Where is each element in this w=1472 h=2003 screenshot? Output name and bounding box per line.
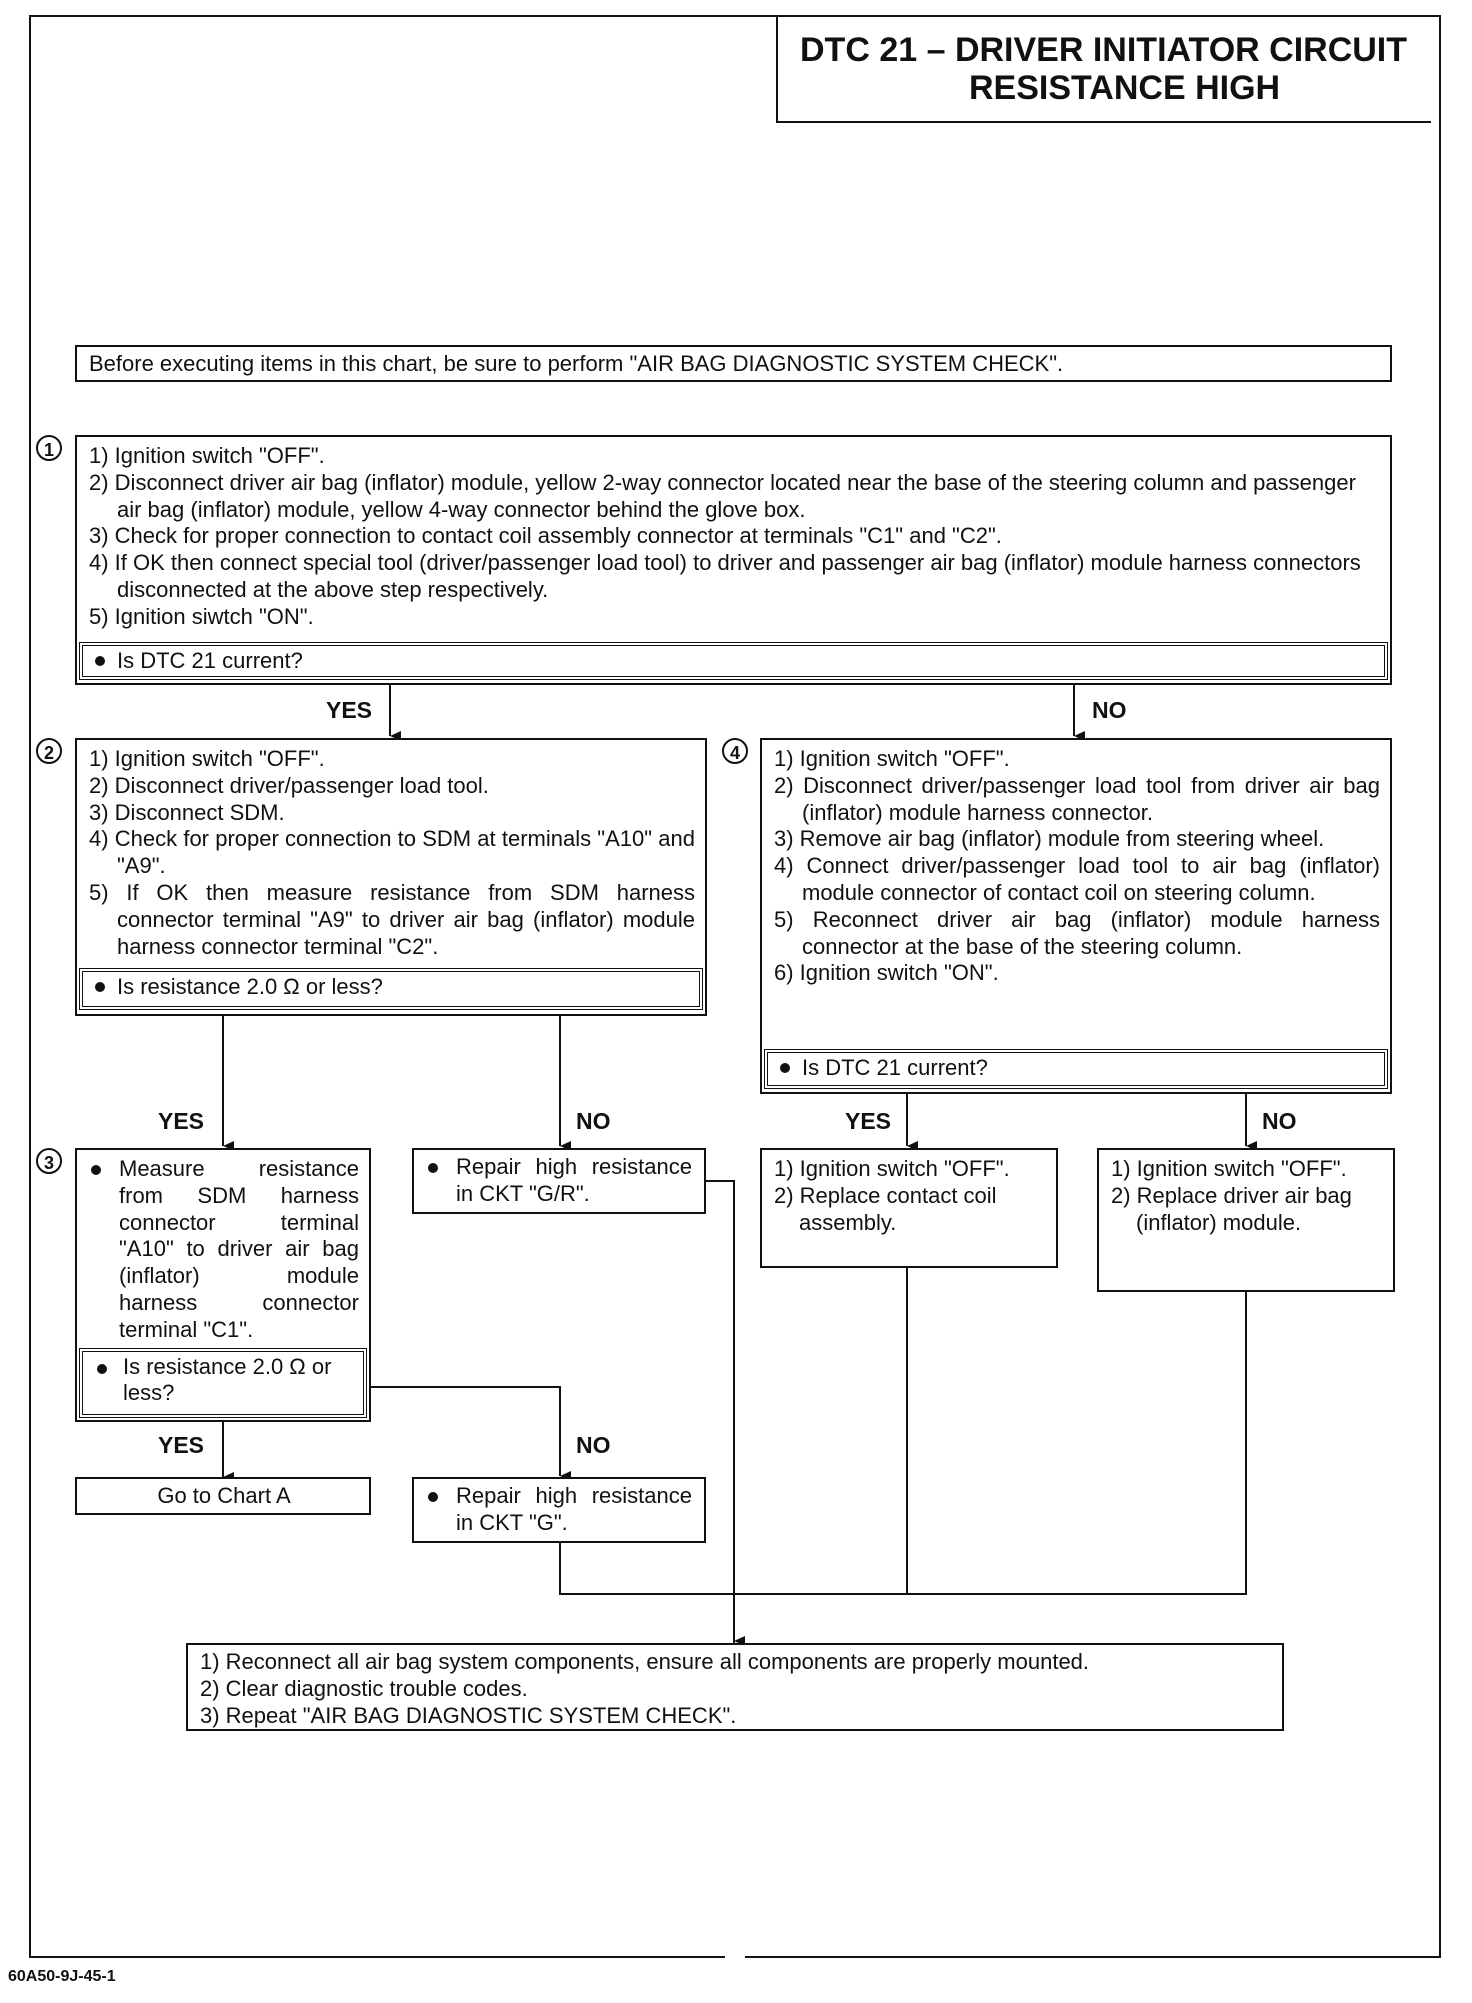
label-yes: YES <box>845 1108 892 1134</box>
label-no: NO <box>576 1432 611 1458</box>
step-1-item: 2) Disconnect driver air bag (inflator) module, yellow 2-way connector located near the base of the steering column and passenger air bag (inflator) module, yellow 4-way connector behind the glove box. <box>89 469 1356 522</box>
label-yes: YES <box>158 1432 205 1458</box>
step-1-question: Is DTC 21 current? <box>79 642 1388 680</box>
step-3-text: Measure resistance from SDM harness connector terminal "A10" to driver air bag (inflator) module harness connector terminal "C1". <box>119 1156 359 1342</box>
final-item: 1) Reconnect all air bag system components, ensure all components are properly mounted. <box>200 1649 1090 1674</box>
step-4-item: 5) Reconnect driver air bag (inflator) module harness connector at the base of the steering column. <box>774 906 1380 959</box>
repair-g-box: Repair high resistance in CKT "G". <box>412 1477 706 1543</box>
step-1-marker: 1 <box>36 435 62 461</box>
label-no: NO <box>1262 1108 1297 1134</box>
line-collector <box>560 1292 1246 1594</box>
step-4-marker: 4 <box>722 738 748 764</box>
arrow-s3-no <box>370 1387 560 1476</box>
intro-text: Before executing items in this chart, be sure to perform "AIR BAG DIAGNOSTIC SYSTEM CHECK". <box>89 351 1064 376</box>
step-2-item: 5) If OK then measure resistance from SDM harness connector terminal "A9" to driver air bag (inflator) module harness connector terminal "C2". <box>89 879 695 959</box>
step-4-item: 3) Remove air bag (inflator) module from steering wheel. <box>774 826 1325 852</box>
step-2-item: 2) Disconnect driver/passenger load tool. <box>89 772 489 798</box>
step-4-item: 1) Ignition switch "OFF". <box>774 746 1010 771</box>
step-1-item: 5) Ignition siwtch "ON". <box>89 603 314 629</box>
replace-coil-item: 1) Ignition switch "OFF". <box>774 1156 1010 1181</box>
title-line1: DTC 21 – DRIVER INITIATOR CIRCUIT <box>800 31 1408 69</box>
step-2-item: 3) Disconnect SDM. <box>89 799 285 825</box>
replace-coil-box <box>760 1148 1058 1268</box>
step-1-item: 4) If OK then connect special tool (driver/passenger load tool) to driver and passenger air bag (inflator) module harness connectors disconnected at the above step respectively. <box>89 550 1361 602</box>
step-4-item: 2) Disconnect driver/passenger load tool from driver air bag (inflator) module harness connector. <box>774 772 1380 825</box>
step-4-item: 4) Connect driver/passenger load tool to air bag (inflator) module connector of contact coil on steering column. <box>774 853 1380 905</box>
step-4-item: 6) Ignition switch "ON". <box>774 960 999 986</box>
replace-module-item: 2) Replace driver air bag (inflator) module. <box>1111 1182 1352 1235</box>
go-chart-a-box: Go to Chart A <box>75 1477 371 1515</box>
step-4-question: Is DTC 21 current? <box>764 1049 1388 1089</box>
label-no: NO <box>1092 697 1127 723</box>
step-4-box <box>760 738 1392 1094</box>
label-no: NO <box>576 1108 611 1134</box>
final-item: 2) Clear diagnostic trouble codes. <box>200 1675 528 1701</box>
step-2-item: 1) Ignition switch "OFF". <box>89 746 325 771</box>
step-2-marker: 2 <box>36 738 62 764</box>
repair-gr-box: Repair high resistance in CKT "G/R". <box>412 1148 706 1214</box>
final-item: 3) Repeat "AIR BAG DIAGNOSTIC SYSTEM CHECK". <box>200 1702 737 1728</box>
figure-code: 60A50-9J-45-1 <box>8 1968 116 1985</box>
step-3-marker: 3 <box>36 1148 62 1174</box>
step-3-question: Is resistance 2.0 Ω or less? <box>79 1348 367 1418</box>
label-yes: YES <box>326 697 373 723</box>
step-1-item: 3) Check for proper connection to contact coil assembly connector at terminals "C1" and "C2". <box>89 523 1002 549</box>
step-2-item: 4) Check for proper connection to SDM at terminals "A10" and "A9". <box>89 826 695 879</box>
title-line2: RESISTANCE HIGH <box>969 69 1281 107</box>
label-yes: YES <box>158 1108 205 1134</box>
replace-coil-item: 2) Replace contact coil assembly. <box>774 1182 997 1235</box>
step-1-item: 1) Ignition switch "OFF". <box>89 443 325 468</box>
replace-module-item: 1) Ignition switch "OFF". <box>1111 1156 1347 1181</box>
replace-module-box <box>1097 1148 1395 1292</box>
final-box <box>186 1643 1284 1731</box>
step-2-question: Is resistance 2.0 Ω or less? <box>79 968 703 1010</box>
intro-box <box>75 345 1392 382</box>
